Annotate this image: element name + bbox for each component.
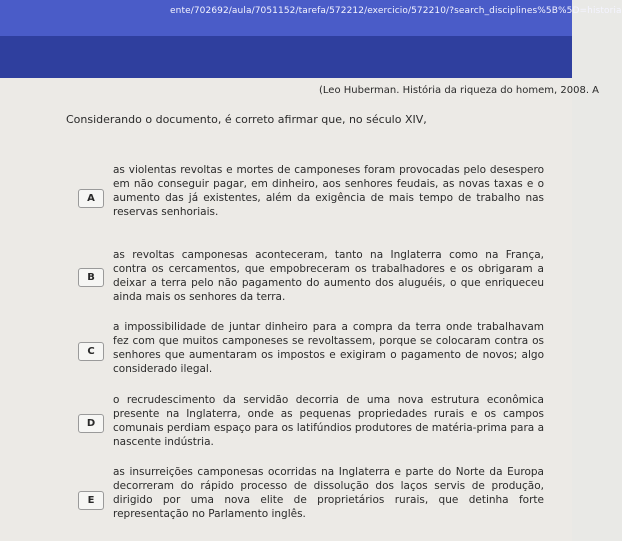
option-text-c: a impossibilidade de juntar dinheiro para a compra da terra onde trabalhavam fez com que muitos camponeses se revoltassem, porque se colocaram contra os senhores que aumentaram os impostos e exigiram o pagamento de novos; algo considerado ilegal. [113,321,544,375]
answer-option-d[interactable] [78,393,544,453]
option-text-b: as revoltas camponesas aconteceram, tanto na Inglaterra como na França, contra os cercamentos, que empobreceram os trabalhadores e os obrigaram a deixar a terra pelo não pagamento do aumento dos aluguéis, o que enriqueceu ainda mais os senhores da terra. [113,249,544,303]
option-letter-d[interactable]: D [78,414,104,433]
answer-option-e[interactable] [78,465,544,535]
page-header-band [0,36,572,78]
option-letter-a[interactable]: A [78,189,104,208]
document-citation: (Leo Huberman. História da riqueza do homem, 2008. A [319,85,600,96]
option-letter-b[interactable]: B [78,268,104,287]
answer-option-b[interactable] [78,248,544,306]
option-letter-c[interactable]: C [78,342,104,361]
answer-option-a[interactable] [78,163,544,233]
address-bar[interactable] [0,0,622,36]
option-letter-e[interactable]: E [78,491,104,510]
url-text: ente/702692/aula/7051152/tarefa/572212/exercicio/572210/?search_disciplines%5B%5D=historia [170,6,622,16]
option-text-a: as violentas revoltas e mortes de camponeses foram provocadas pelo desespero em não conseguir pagar, em dinheiro, aos senhores feudais, as novas taxas e o aumento das já existentes, além da exigência de mais tempo de trabalho nas reservas senhoriais. [113,164,544,218]
option-text-d: o recrudescimento da servidão decorria de uma nova estrutura econômica presente na Inglaterra, onde as pequenas propriedades rurais e os campos comunais perdiam espaço para os latifúndios produtores de matéria-prima para a nascente indústria. [113,394,544,448]
question-text: Considerando o documento, é correto afirmar que, no século XIV, [66,113,427,126]
option-text-e: as insurreições camponesas ocorridas na Inglaterra e parte do Norte da Europa decorreram do rápido processo de dissolução dos laços servis de produção, dirigido por uma nova elite de proprietários rurais, que detinha forte representação no Parlamento inglês. [113,466,544,520]
answer-option-c[interactable] [78,320,544,382]
